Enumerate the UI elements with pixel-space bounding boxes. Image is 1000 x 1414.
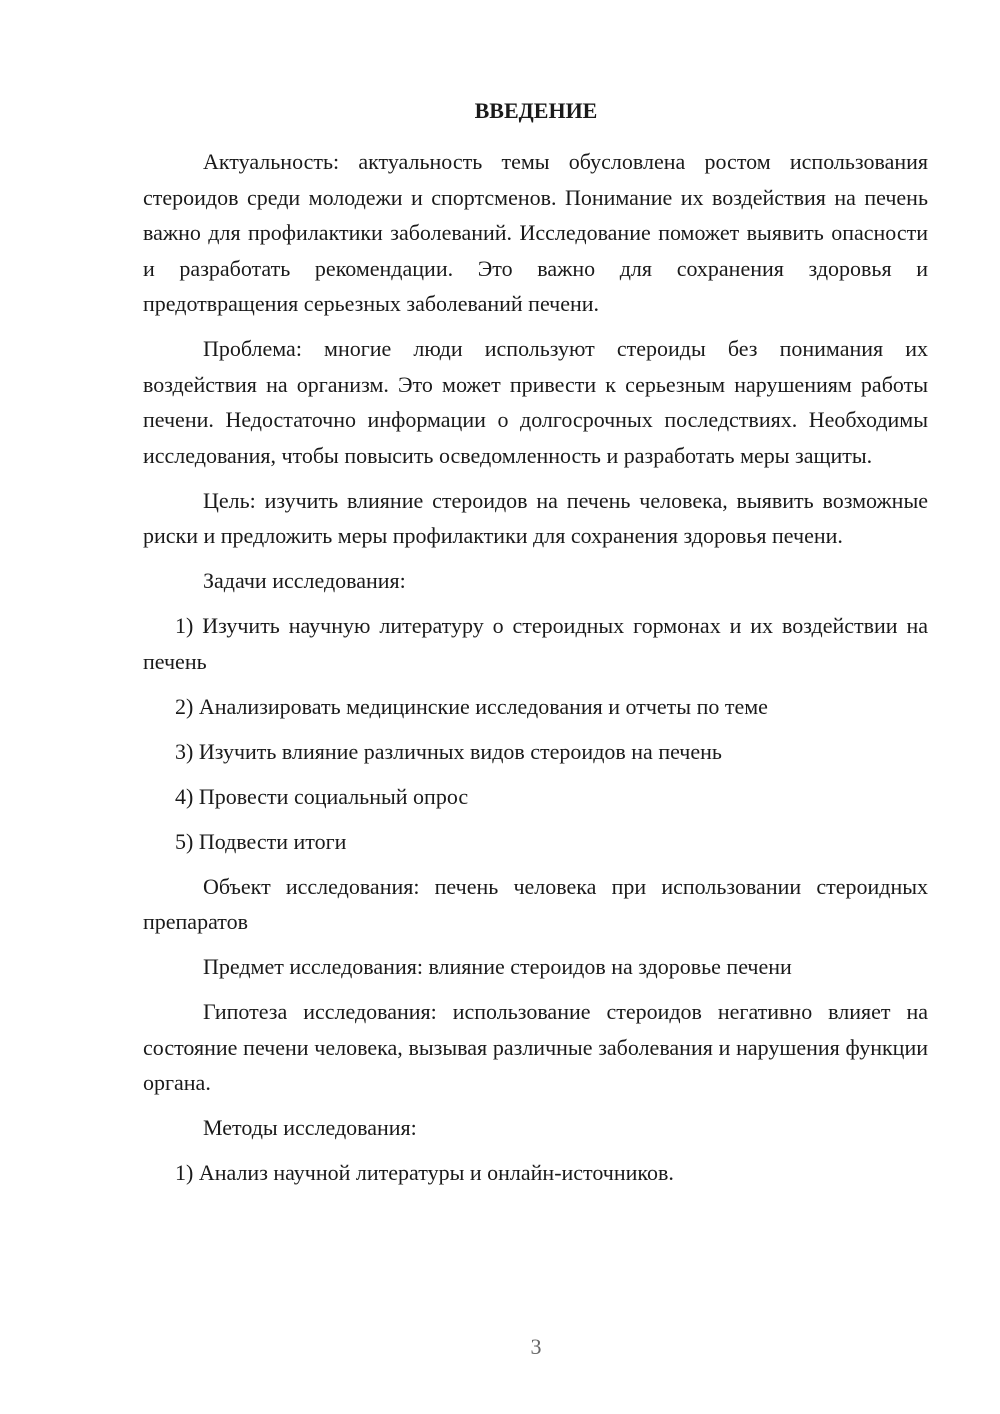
page-number: 3 [530,1334,542,1359]
paragraph-goal: Цель: изучить влияние стероидов на печень человека, выявить возможные риски и предложить меры профилактики для сохранения здоровья печени. [143,487,928,548]
document-body [143,144,928,1191]
section-heading: ВВЕДЕНИЕ [474,98,598,123]
methods-title: Методы исследования: [203,1115,417,1140]
paragraph-hypothesis: Гипотеза исследования: использование стероидов негативно влияет на состояние печени человека, вызывая различные заболевания и нарушения функции органа. [143,999,928,1095]
paragraph-relevance: Актуальность: актуальность темы обусловлена ростом использования стероидов среди молодежи и спортсменов. Понимание их воздействия на печень важно для профилактики заболеваний. Исследование поможет выявить опасности и разработать рекомендации. Это важно для сохранения здоровья и предотвращения серьезных заболеваний печени. [143,149,928,316]
tasks-title: Задачи исследования: [203,568,406,593]
paragraph-subject: Предмет исследования: влияние стероидов на здоровье печени [203,954,792,979]
task-item: 2) Анализировать медицинские исследования и отчеты по теме [175,693,768,719]
paragraph-problem: Проблема: многие люди используют стероиды без понимания их воздействия на организм. Это может привести к серьезным нарушениям работы печени. Недостаточно информации о долгосрочных последствиях. Необходимы исследования, чтобы повысить осведомленность и разработать меры защиты. [143,336,928,468]
paragraph-object: Объект исследования: печень человека при использовании стероидных препаратов [143,873,928,934]
method-item: 1) Анализ научной литературы и онлайн-источников. [175,1160,674,1185]
task-item: 1) Изучить научную литературу о стероидных гормонах и их воздействии на печень [143,613,928,674]
task-item: 4) Провести социальный опрос [175,783,469,809]
task-item: 5) Подвести итоги [175,828,347,854]
task-item: 3) Изучить влияние различных видов стероидов на печень [175,738,722,764]
